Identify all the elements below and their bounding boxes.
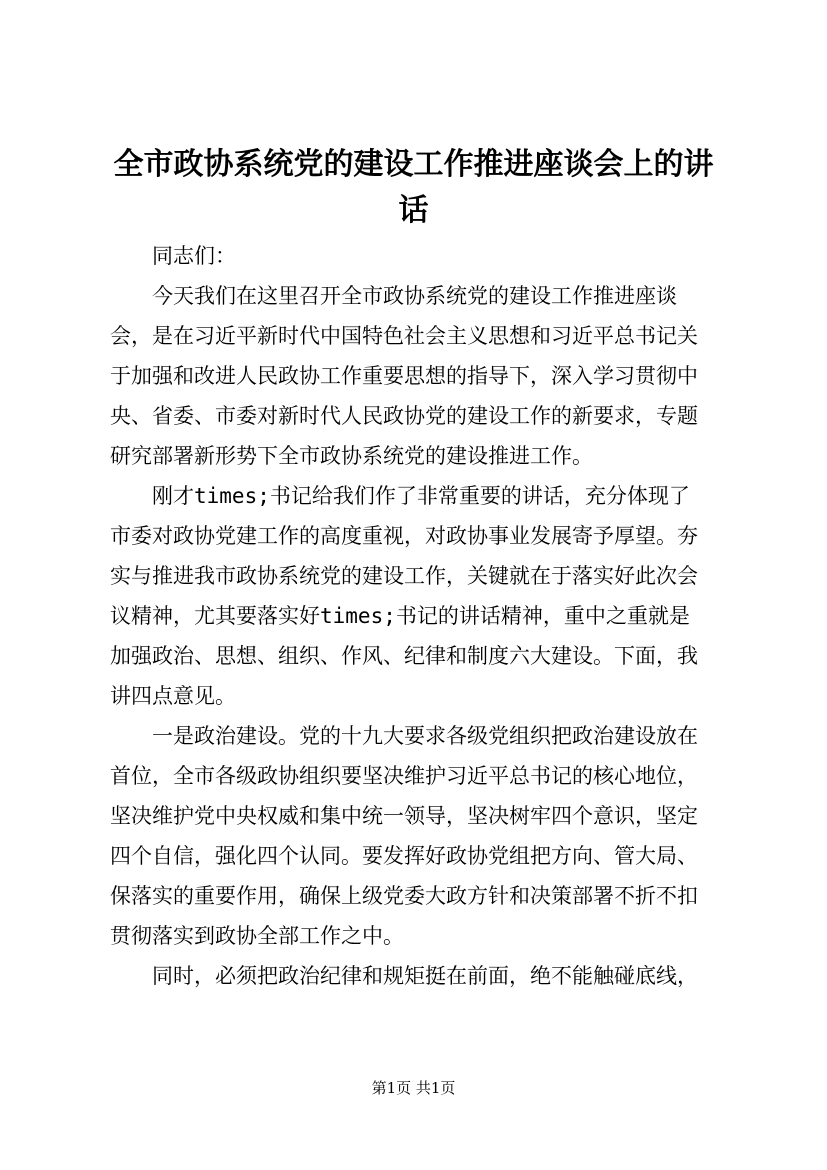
greeting: 同志们： [152, 244, 236, 268]
paragraph-line: 讲四点意见。 [110, 684, 236, 708]
paragraph-4 [110, 956, 722, 996]
paragraph-line: 一是政治建设。党的十九大要求各级党组织把政治建设放在 [152, 724, 698, 748]
paragraph-line: 四个自信，强化四个认同。要发挥好政协党组把方向、管大局、 [110, 844, 698, 868]
paragraph-2 [110, 476, 722, 716]
paragraph-line: 坚决维护党中央权威和集中统一领导，坚决树牢四个意识，坚定 [110, 804, 698, 828]
paragraph-line: 央、省委、市委对新时代人民政协党的建设工作的新要求，专题 [110, 404, 698, 428]
paragraph-line: 会，是在习近平新时代中国特色社会主义思想和习近平总书记关 [110, 324, 698, 348]
document-body [110, 236, 722, 996]
paragraph-line: 于加强和改进人民政协工作重要思想的指导下，深入学习贯彻中 [110, 364, 698, 388]
paragraph-1 [110, 276, 722, 476]
paragraph-line: 保落实的重要作用，确保上级党委大政方针和决策部署不折不扣 [110, 884, 698, 908]
title-line-2: 话 [398, 193, 429, 228]
paragraph-line: 议精神，尤其要落实好times;书记的讲话精神，重中之重就是 [110, 604, 690, 628]
paragraph-line: 研究部署新形势下全市政协系统党的建设推进工作。 [110, 444, 593, 468]
paragraph-line: 今天我们在这里召开全市政协系统党的建设工作推进座谈 [152, 284, 677, 308]
paragraph-line: 市委对政协党建工作的高度重视，对政协事业发展寄予厚望。夯 [110, 524, 698, 548]
page-footer: 第1页 共1页 [371, 1079, 456, 1097]
paragraph-3 [110, 716, 722, 956]
paragraph-line: 加强政治、思想、组织、作风、纪律和制度六大建设。下面，我 [110, 644, 698, 668]
paragraph-line: 同时，必须把政治纪律和规矩挺在前面，绝不能触碰底线， [152, 964, 698, 988]
paragraph-line: 刚才times;书记给我们作了非常重要的讲话，充分体现了 [152, 484, 690, 508]
paragraph-line: 首位，全市各级政协组织要坚决维护习近平总书记的核心地位， [110, 764, 698, 788]
paragraph-line: 实与推进我市政协系统党的建设工作，关键就在于落实好此次会 [110, 564, 698, 588]
title-line-1: 全市政协系统党的建设工作推进座谈会上的讲 [113, 147, 714, 182]
paragraph-line: 贯彻落实到政协全部工作之中。 [110, 924, 404, 948]
document-title [100, 142, 727, 234]
